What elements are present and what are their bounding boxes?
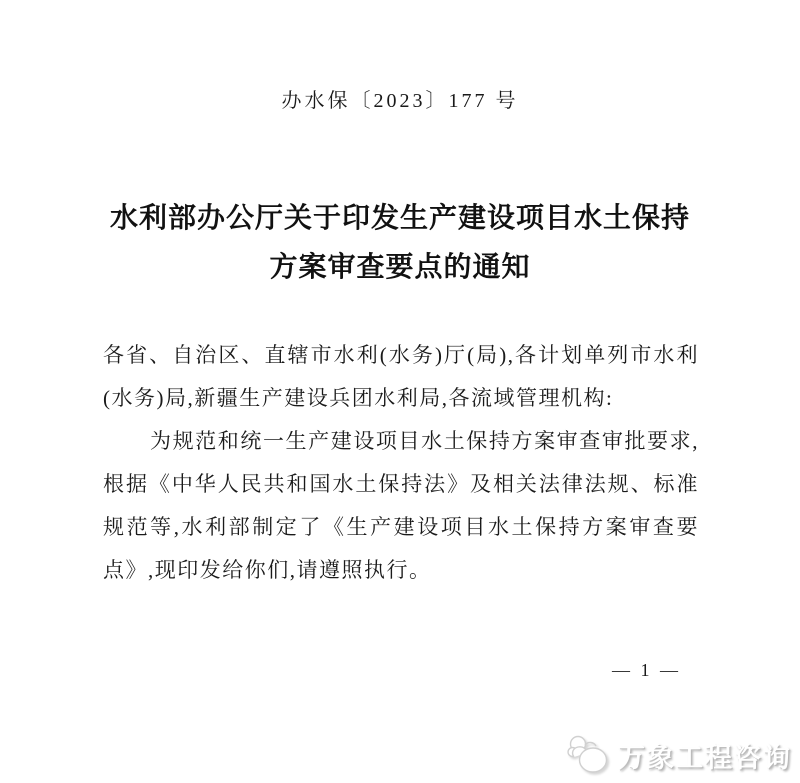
salutation-paragraph: 各省、自治区、直辖市水利(水务)厅(局),各计划单列市水利(水务)局,新疆生产建设兵团水利局,各流域管理机构:: [103, 343, 699, 410]
page-number: — 1 —: [612, 660, 681, 680]
title-line-1: 水利部办公厅关于印发生产建设项目水土保持: [109, 203, 690, 234]
doc-number: 办水保〔2023〕177 号: [281, 90, 519, 112]
document-title: [60, 194, 740, 292]
watermark-text: 万象工程咨询: [618, 742, 792, 773]
main-paragraph: 为规范和统一生产建设项目水土保持方案审查审批要求,根据《中华人民共和国水土保持法》及相关法律法规、标准规范等,水利部制定了《生产建设项目水土保持方案审查要点》,现印发给你们,请遵照执行。: [103, 429, 699, 582]
watermark: [565, 731, 792, 779]
document-body: [103, 334, 699, 592]
title-line-2: 方案审查要点的通知: [269, 252, 531, 283]
elephant-logo-icon: [565, 731, 613, 779]
